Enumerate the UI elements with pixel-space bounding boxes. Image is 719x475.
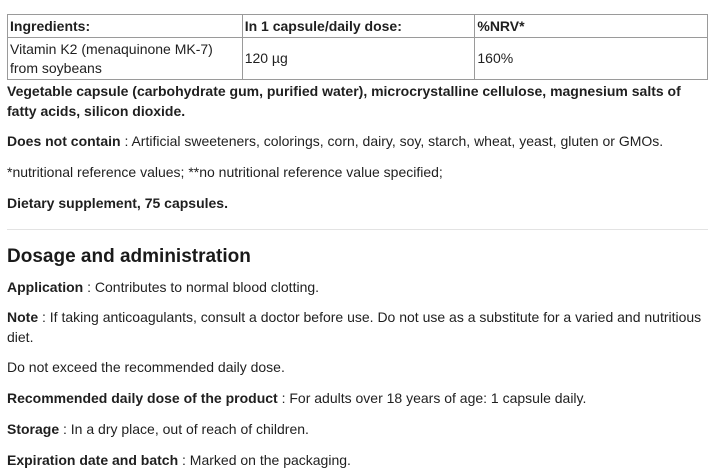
cell-dose: 120 µg [242,38,475,80]
footnote-text: *nutritional reference values; **no nutritional reference value specified; [7,164,443,180]
note-label: Note [7,309,39,325]
application [7,277,708,297]
storage [7,419,708,439]
section-divider [7,229,708,230]
does-not-contain-label: Does not contain [7,133,121,149]
table-header-row [8,15,708,38]
dietary-supplement-text: Dietary supplement, 75 capsules. [7,195,228,211]
storage-label: Storage [7,421,60,437]
recommended-dose [7,388,708,408]
table-row [8,38,708,80]
composition-text: Vegetable capsule (carbohydrate gum, purified water), microcrystalline cellulose, magnesium salts of fatty acids, silicon dioxide. [7,83,681,119]
product-info [7,14,708,470]
application-text: : Contributes to normal blood clotting. [83,279,320,295]
header-dose: In 1 capsule/daily dose: [242,15,475,38]
expiration [7,450,708,470]
recommended-dose-label: Recommended daily dose of the product [7,390,278,406]
ingredient-line-2: from soybeans [10,59,102,76]
does-not-contain-text: : Artificial sweeteners, colorings, corn, dairy, soy, starch, wheat, yeast, gluten or GMOs. [120,133,664,149]
recommended-dose-text: : For adults over 18 years of age: 1 capsule daily. [277,390,587,406]
expiration-text: : Marked on the packaging. [178,452,351,468]
ingredients-table [7,14,708,80]
ingredient-line-1: Vitamin K2 (menaquinone MK-7) [10,40,213,57]
storage-text: : In a dry place, out of reach of children. [59,421,309,437]
section-title: Dosage and administration [7,246,251,267]
note [7,307,708,347]
header-nrv: %NRV* [475,15,708,38]
note-text: : If taking anticoagulants, consult a doctor before use. Do not use as a substitute for a varied and nutritious diet. [7,309,702,345]
header-ingredients: Ingredients: [8,15,243,38]
cell-ingredient [8,38,243,80]
cell-nrv: 160% [475,38,708,80]
application-label: Application [7,279,84,295]
does-not-contain [7,131,708,151]
expiration-label: Expiration date and batch [7,452,179,468]
exceed-warning: Do not exceed the recommended daily dose. [7,359,285,375]
